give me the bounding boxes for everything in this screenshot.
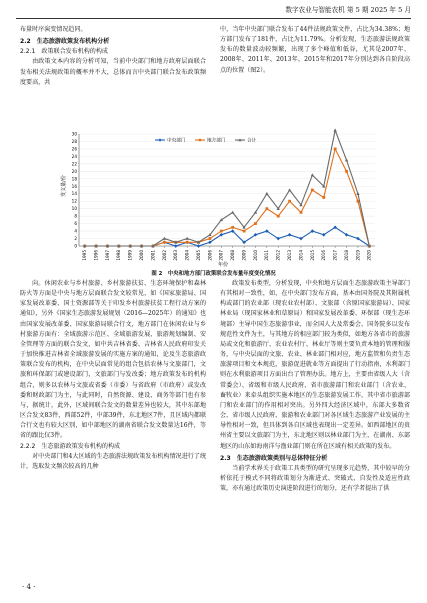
x-tick-label: 2000 <box>139 250 145 261</box>
data-point <box>300 211 303 214</box>
legend-label: 地方部门 <box>207 138 226 144</box>
x-tick-label: 2015 <box>309 250 315 261</box>
page-number: · 4 · <box>22 583 36 591</box>
paragraph: 当前学术界关于政策工具类型的研究呈现多元趋势，其中较早的分析依托于模式不同将政策划分为渐进式、突破式、自发性及适应性政策，亦有通过政策历史演进阶段进行的划分，还有学者提出了供 <box>220 464 410 493</box>
data-point <box>174 244 178 248</box>
data-point <box>311 189 314 192</box>
y-tick-label: 26 <box>71 146 77 152</box>
data-point <box>254 222 257 225</box>
x-tick-label: 2019 <box>355 250 361 261</box>
x-tick-label: 1995 <box>82 250 88 261</box>
x-tick-label: 1999 <box>127 250 133 261</box>
chart-legend <box>155 137 257 144</box>
data-point <box>288 188 291 191</box>
data-point <box>265 192 268 195</box>
figure-line-chart <box>55 128 380 268</box>
y-tick-label: 2 <box>74 236 77 242</box>
data-point <box>231 226 234 229</box>
x-tick-label: 2008 <box>230 250 236 261</box>
paragraph: 布量时序演变情况趋同。 <box>20 26 87 33</box>
data-point <box>185 237 188 240</box>
x-tick-label: 2004 <box>184 250 190 261</box>
legend-label: 合计 <box>247 138 257 144</box>
x-tick-label: 2006 <box>207 250 213 261</box>
x-tick-labels <box>82 250 372 261</box>
running-header: 数字农业与智能农机 第 5 期 2025 年 5 月 <box>16 4 411 19</box>
x-tick-label: 1998 <box>116 250 122 261</box>
data-point <box>288 200 291 203</box>
data-point <box>243 230 246 233</box>
section-heading: 2.3 生态旅游政策类别与总体特征分析 <box>220 454 328 462</box>
x-tick-label: 2009 <box>241 250 247 261</box>
data-point <box>345 158 348 161</box>
x-tick-label: 2018 <box>343 250 349 261</box>
data-point <box>209 237 212 240</box>
x-tick-label: 2020 <box>366 250 372 261</box>
y-tick-label: 6 <box>74 221 77 227</box>
y-tick-label: 4 <box>74 228 77 234</box>
y-axis-title: 发文量/份 <box>61 175 67 197</box>
paragraph: 政策发布类型，分析发现，中央和地方层面生态旅游政策主导部门有其相对一致性，如，在中央部门发布方面，基本由国务院及其附属机构或部门的农业部（现农业农村部）、文旅部（含原国家旅游局）、国家林业局（现国家林业和草原局）和国家发展改革委、环保部（现生态环境部）主导中国生态旅游事业，而全国人大及常委会、国务院多以发布规范性文件为主，与其地方的相应部门较为类似，如地方各省市的旅游局或文化和旅游厅、农业农村厅、林业厅等则主要负责本地的管理和服务，与中央层面的文旅、农业、林业部门相对应，地方监管和负责生态旅游项目和文本规范，旅游促进就业等方面提出了行动指南，水利部门则在水利旅游项目方面出台了管理办法。地方上，主要由省级人大（含常委会）、省级和市级人民政府、省市旅游部门和农业部门（含农业、畜牧业）来牵头组织实施本地区的生态旅游发展工作，其中省市旅游部门和农业部门的作用相对突出。另外四大经济区域中，东部大多数省会、省市级人民政府、旅游和农业部门对各区域生态旅游产业发展的主导性相对一致，但具体到各自区域也表现出一定差异。如西部地区的贵州省主要以文旅部门为主，东北地区则以林业部门为主，在湖南、东部地区的山东如海南洋与渔业部门则在所在区域有相关政策的发布。 <box>220 280 410 450</box>
y-tick-label: 0 <box>74 243 77 249</box>
data-point <box>322 196 325 199</box>
series-line <box>85 149 370 246</box>
x-tick-label: 2003 <box>173 250 179 261</box>
y-tick-label: 16 <box>71 183 77 189</box>
paragraph: 对中央部门和4大区域的生态旅游法规政策发布机构情况进行了统计，选取发文频次较高的几种 <box>20 452 206 470</box>
data-point <box>197 244 201 248</box>
y-tick-labels <box>72 132 78 249</box>
x-tick-label: 2014 <box>298 250 304 261</box>
data-point <box>231 211 234 214</box>
data-point <box>265 207 268 210</box>
x-axis-title: 年份 <box>217 262 229 268</box>
subsection-heading: 2.2.2 生态旅游政策发布机构的构成 <box>20 442 121 450</box>
data-point <box>277 215 280 218</box>
figure-caption: 图 2 中央和地方部门政策联合发布量年度变化情况 <box>151 271 276 277</box>
data-point <box>288 233 292 237</box>
x-tick-label: 2013 <box>287 250 293 261</box>
data-point <box>186 241 189 244</box>
data-point <box>163 241 166 244</box>
x-tick-label: 2005 <box>195 250 201 261</box>
y-tick-label: 8 <box>74 213 77 219</box>
legend-marker <box>158 138 161 141</box>
paragraph: 中，当年中央部门联合发布了44件法规政策文件，占比为34.38%；地方部门发布了181件，占比为11.79%。分析发现，生态旅游法规政策发布的数量波动较频繁，出现了多个峰值和低谷，尤其是2007年、2008年、2011年、2013年、2015年和2017年分别达到各自阶段高点的位置（图2）。 <box>220 26 410 74</box>
right-column-bottom <box>220 279 410 494</box>
x-tick-label: 1997 <box>104 250 110 261</box>
x-tick-label: 2011 <box>264 250 270 261</box>
x-tick-label: 2001 <box>150 250 156 261</box>
data-point <box>334 148 337 151</box>
y-tick-label: 24 <box>71 153 77 159</box>
left-column-bottom <box>20 279 206 472</box>
data-point <box>333 128 336 131</box>
data-point <box>345 170 348 173</box>
data-point <box>311 173 314 176</box>
section-heading: 2.2 生态旅游政策发布机构分析 <box>20 38 110 46</box>
legend-label: 中央部门 <box>167 138 186 144</box>
x-tick-label: 2016 <box>321 250 327 261</box>
y-tick-label: 28 <box>71 138 77 144</box>
x-tick-label: 2002 <box>161 250 167 261</box>
x-tick-label: 2017 <box>332 250 338 261</box>
x-tick-label: 2007 <box>218 250 224 261</box>
x-tick-label: 2010 <box>252 250 258 261</box>
x-tick-label: 2012 <box>275 250 281 261</box>
y-tick-label: 22 <box>71 161 77 167</box>
chart-svg <box>55 128 380 268</box>
x-tick-label: 1996 <box>93 250 99 261</box>
subsection-heading: 2.2.1 政策联合发布机构的构成 <box>20 48 108 56</box>
y-tick-label: 10 <box>71 206 77 212</box>
paragraph: 向。休闲农业与乡村旅游、乡村旅游扶贫、生态环境保护和森林防火等方面是中央与地方层面联合发文较常见，如《国家旅游局、国家发展改革委、国土资源部等关于印发乡村旅游扶贫工程行动方案的通知》，另外《国家生态旅游发展规划（2016—2025年）的通知》也由国家发展改革委、国家旅游局联合行文，地方部门在休闲农业与乡村旅游方面有：全域旅游示范区、全域旅游发展、旅游规划编制、安全管理等方面的联合发文，如中共吉林省委、吉林省人民政府印发关于加快推进吉林省全域旅游发展的实施方案的通知，论及生态旅游政策联合发布的机构，在中央层面常见的组合包括农林与文旅部门，文旅和环保部门或建设部门，文旅部门与发改委；地方政策发布的机构组合，则多以农林与文旅或省委（市委）与省政府（市政府）或发改委和财政部门为主，与此同时，自然资源、建设、商务等部门也有参与，据统计，此外，区域间联合发文的数量差异也较大，其中东部地区合发文83件，西部52件，中部39件，东北地区7件，且区域内都联合行文也有较大区别，如中部地区的湖南省联合发文数量达16件，等省的跟比仅3件。 <box>20 280 206 440</box>
legend-marker <box>199 139 201 141</box>
paragraph: 由政策文本内容的分析可知，当前中央部门和地方政府层面联合发布相关法规政策的概率并不大，总体而言中央部门联合发布政策频度要高，共 <box>20 58 206 86</box>
series-line <box>85 227 370 246</box>
chart-series <box>83 128 371 247</box>
y-tick-label: 14 <box>71 191 77 197</box>
y-tick-label: 30 <box>71 131 77 137</box>
data-point <box>356 192 359 195</box>
right-column-top <box>220 25 410 76</box>
y-tick-label: 12 <box>71 198 77 204</box>
data-point <box>163 237 166 240</box>
y-tick-label: 20 <box>71 168 77 174</box>
left-column-top <box>20 25 206 88</box>
y-tick-label: 18 <box>71 176 77 182</box>
data-point <box>220 230 223 233</box>
